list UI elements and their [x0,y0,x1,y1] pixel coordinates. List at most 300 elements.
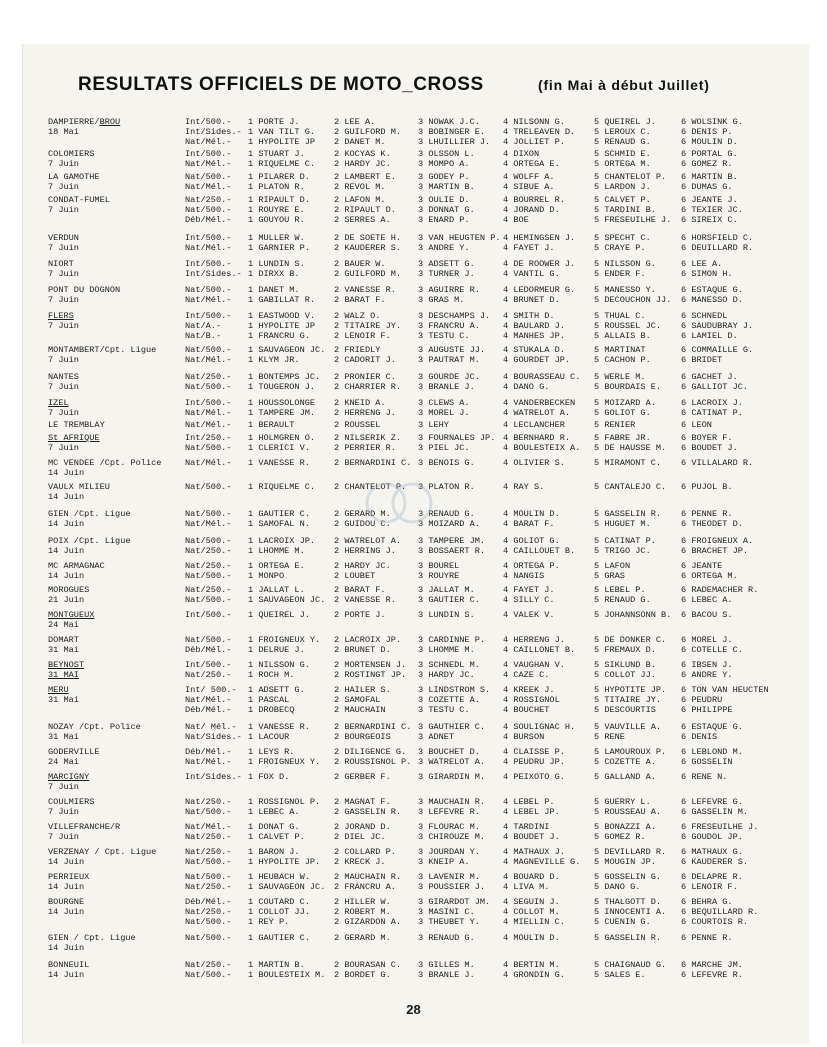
placing-4: 4 LEBEL P. [503,797,555,807]
placing-4: 4 ORTEGA P. [503,561,560,571]
event-venue [48,509,183,529]
placing-5: 5 HUGUET M. [594,519,651,530]
placing-2: 2 HARDY JC. [334,159,391,170]
venue-date: 7 Juin [48,355,79,366]
placing-4: 4 BOUDET J. [503,832,560,843]
placing-3: 3 MAUCHAIN R. [418,797,486,807]
placing-3: 3 JALLAT M. [418,585,475,595]
placing-4: 4 MOULIN D. [503,933,560,943]
placing-5: 5 DANO G. [594,882,641,893]
venue-name: NOZAY /Cpt. Police [48,722,141,732]
placing-1: 1 DELRUE J. [248,645,305,656]
event-venue [48,933,183,953]
venue-name: MONTAMBERT/Cpt. Ligue [48,345,157,355]
race-category: Nat/Mél.- [185,408,232,419]
race-category: Int/ 500.- [185,685,237,695]
placing-1: 1 FOX D. [248,772,290,782]
placing-2: 2 KRECK J. [334,857,386,868]
placing-5: 5 THALGOTT D. [594,897,662,907]
placing-5: 5 LARDON J. [594,182,651,193]
placing-2: 2 MAGNAT F. [334,797,391,807]
placing-4: 4 NANGIS [503,571,545,582]
placing-6: 6 WOLSINK G. [681,117,743,127]
placing-5: 5 COLLOT JJ. [594,670,656,681]
placing-4: 4 BAULARD J. [503,321,565,332]
placing-6: 6 TON VAN HEUCTEN [681,685,769,695]
placing-4: 4 LECLANCHER [503,420,565,430]
placing-2: 2 BERNARDINI C. [334,458,412,468]
placing-1: 1 LEBEC A. [248,807,300,818]
placing-3: 3 GAUTIER C. [418,595,480,606]
placing-4: 4 NILSONN G. [503,117,565,127]
placing-1: 1 PILARER D. [248,172,310,182]
placing-3: 3 JOURDAN Y. [418,847,480,857]
placing-3: 3 BOBINGER E. [418,127,486,138]
placing-6: 6 THEODET D. [681,519,743,530]
placing-4: 4 MIELLIN C. [503,917,565,928]
venue-date: 31 Mai [48,695,79,706]
placing-1: 1 BOULESTEIX M. [248,970,326,981]
placing-2: 2 LACROIX JP. [334,635,402,645]
placing-1: 1 MULLER W. [248,233,305,243]
placing-4: 4 BURSON [503,732,545,743]
placing-5: 5 SALES E. [594,970,646,981]
placing-5: 5 CACHON P. [594,355,651,366]
placing-3: 3 LUNDIN S. [418,610,475,620]
placing-3: 3 PAUTRAT M. [418,355,480,366]
event-venue [48,660,183,680]
race-category: Nat/Sides.- [185,732,242,743]
venue-date: 7 Juin [48,807,79,818]
placing-6: 6 LEBEC A. [681,595,733,606]
placing-4: 4 FAYET J. [503,243,555,254]
race-category: Nat/500.- [185,345,232,355]
venue-date: 24 Mai [48,620,79,631]
placing-2: 2 PORTE J. [334,610,386,620]
placing-6: 6 LEON [681,420,712,430]
race-category: Nat/250.- [185,195,232,205]
placing-5: 5 INNOCENTI A. [594,907,667,918]
race-category: Nat/250.- [185,670,232,681]
placing-4: 4 OLIVIER S. [503,458,565,468]
race-category: Déb/Mél.- [185,215,232,226]
placing-4: 4 BOE [503,215,529,226]
placing-5: 5 ROUSSEL JC. [594,321,662,332]
placing-6: 6 PORTAL G. [681,149,738,159]
placing-5: 5 VAUVILLE A. [594,722,662,732]
race-category: Nat/250.- [185,546,232,557]
placing-1: 1 CALVET P. [248,832,305,843]
placing-1: 1 FRANCRU G. [248,331,310,342]
race-category: Nat/Mél.- [185,420,232,430]
placing-3: 3 MOMPO A. [418,159,470,170]
event-venue [48,561,183,581]
placing-2: 2 LAMBERT E. [334,172,396,182]
placing-6: 6 SAUDUBRAY J. [681,321,754,332]
race-category: Nat/250.- [185,847,232,857]
placing-2: 2 MORTENSEN J. [334,660,407,670]
placing-1: 1 HYPOLITE JP. [248,857,321,868]
event-venue [48,420,183,430]
placing-2: 2 ROUSSEL [334,420,381,430]
placing-5: 5 MIRAMONT C. [594,458,662,468]
placing-5: 5 ROUSSEAU A. [594,807,662,818]
event-venue [48,685,183,705]
placing-1: 1 ORTEGA E. [248,561,305,571]
placing-5: 5 COZETTE A. [594,757,656,768]
placing-6: 6 DUMAS G. [681,182,733,193]
placing-5: 5 CHANTELOT P. [594,172,667,182]
placing-4: 4 BARAT F. [503,519,555,530]
placing-1: 1 HYPOLITE JP [248,137,316,148]
venue-name: GODERVILLE [48,747,100,757]
placing-6: 6 DELAPRE R. [681,872,743,882]
event-venue [48,285,183,305]
placing-2: 2 FRANCRU A. [334,882,396,893]
race-category: Int/500.- [185,149,232,159]
placing-2: 2 COLLARD P. [334,847,396,857]
venue-date: 7 Juin [48,408,79,419]
venue-name: VILLEFRANCHE/R [48,822,121,832]
placing-2: 2 KAUDERER S. [334,243,402,254]
race-category: Int/Sides.- [185,269,242,280]
venue-name: MERU [48,685,69,695]
placing-3: 3 MOIZARD A. [418,519,480,530]
placing-4: 4 BOUARD D. [503,872,560,882]
venue-date: 7 Juin [48,832,79,843]
placing-3: 3 TAMPERE JM. [418,536,486,546]
placing-3: 3 WATRELOT A. [418,757,486,768]
placing-3: 3 BENOIS G. [418,458,475,468]
placing-4: 4 CAILLOUET B. [503,546,576,557]
placing-4: 4 LEDORMEUR G. [503,285,576,295]
placing-6: 6 BEQUILLARD R. [681,907,759,918]
placing-4: 4 LIVA M. [503,882,550,893]
placing-4: 4 TRELEAVEN D. [503,127,576,138]
placing-6: 6 JEANTE J. [681,195,738,205]
placing-6: 6 MARTIN B. [681,172,738,182]
race-category: Nat/Mél.- [185,182,232,193]
placing-4: 4 BRUNET D. [503,295,560,306]
placing-5: 5 MOIZARD A. [594,398,656,408]
race-category: Nat/Mél.- [185,137,232,148]
placing-4: 4 GRONDIN G. [503,970,565,981]
placing-4: 4 VANTIL G. [503,269,560,280]
placing-4: 4 BERNHARD R. [503,433,571,443]
placing-2: 2 VANESSE R. [334,285,396,295]
venue-name: CONDAT-FUMEL [48,195,110,205]
placing-3: 3 KNEIP A. [418,857,470,868]
placing-2: 2 BARAT F. [334,295,386,306]
race-category: Nat/250.- [185,561,232,571]
venue-date: 7 Juin [48,182,79,193]
race-category: Nat/250.- [185,372,232,382]
race-category: Nat/500.- [185,595,232,606]
race-category: Nat/Mél.- [185,822,232,832]
placing-2: 2 VANESSE R. [334,595,396,606]
placing-2: 2 GUIDOU C. [334,519,391,530]
placing-1: 1 REY P. [248,917,290,928]
placing-4: 4 JOLLIET P. [503,137,565,148]
venue-name: DOMART [48,635,79,645]
race-category: Int/Sides.- [185,772,242,782]
placing-1: 1 KLYM JR. [248,355,300,366]
placing-2: 2 GERBER F. [334,772,391,782]
venue-name: COULMIERS [48,797,95,807]
placing-3: 3 MARTIN B. [418,182,475,193]
event-venue [48,872,183,892]
placing-3: 3 OLSSON L. [418,149,475,159]
race-category: Nat/500.- [185,509,232,519]
placing-6: 6 BACOU S. [681,610,733,620]
venue-date: 14 Juin [48,492,85,503]
event-venue [48,259,183,279]
venue-date: 14 Juin [48,519,85,530]
placing-5: 5 WERLE M. [594,372,646,382]
placing-6: 6 KAUDERER S. [681,857,749,868]
placing-3: 3 CARDINNE P. [418,635,486,645]
placing-3: 3 POUSSIER J. [418,882,486,893]
venue-name: FLERS [48,311,74,321]
placing-2: 2 HERRENG J. [334,408,396,419]
race-category: Int/500.- [185,610,232,620]
venue-name: MONTGUEUX [48,610,95,620]
placing-5: 5 RENAUD G. [594,595,651,606]
race-category: Nat/B.- [185,331,222,342]
placing-6: 6 FRESEUILHE J. [681,822,759,832]
event-venue [48,772,183,792]
placing-2: 2 HAILER S. [334,685,391,695]
race-category: Nat/A.- [185,321,222,332]
placing-2: 2 REVOL M. [334,182,386,193]
venue-date: 7 Juin [48,321,79,332]
placing-2: 2 LOUBET [334,571,376,582]
race-category: Nat/500.- [185,443,232,454]
race-category: Nat/500.- [185,285,232,295]
placing-5: 5 DE DONKER C. [594,635,667,645]
race-category: Int/500.- [185,398,232,408]
placing-1: 1 FROIGNEUX Y. [248,635,321,645]
placing-3: 3 TESTU C. [418,705,470,716]
placing-3: 3 GIRARDOT JM. [418,897,491,907]
placing-2: 2 RIPAULT D. [334,205,396,216]
placing-3: 3 DONNAT G. [418,205,475,216]
placing-1: 1 HOUSSOLONGE [248,398,316,408]
page-title: RESULTATS OFFICIELS DE MOTO_CROSS [78,74,484,95]
placing-3: 3 ANDRE Y. [418,243,470,254]
placing-6: 6 DENIS P. [681,127,733,138]
placing-3: 3 GIRARDIN M. [418,772,486,782]
race-category: Nat/500.- [185,857,232,868]
venue-name: VAULX MILIEU [48,482,110,492]
placing-4: 4 DANO G. [503,382,550,393]
placing-4: 4 CAILLONET B. [503,645,576,656]
venue-name: PONT DU DOGNON [48,285,121,295]
placing-5: 5 ALLAIS B. [594,331,651,342]
placing-1: 1 RIQUELME C. [248,482,316,492]
placing-5: 5 LEROUX C. [594,127,651,138]
placing-4: 4 VAUGHAN V. [503,660,565,670]
placing-5: 5 RENE [594,732,625,743]
placing-1: 1 PASCAL [248,695,290,706]
placing-3: 3 FRANCRU A. [418,321,480,332]
venue-date: 14 Juin [48,970,85,981]
placing-6: 6 MATHAUX G. [681,847,743,857]
placing-5: 5 LAFON [594,561,631,571]
placing-6: 6 COURTOIS R. [681,917,749,928]
venue-date: 24 Mai [48,757,79,768]
race-category: Déb/Mél.- [185,645,232,656]
placing-6: 6 BOUDET J. [681,443,738,454]
placing-4: 4 FAYET J. [503,585,555,595]
placing-1: 1 LACOUR [248,732,290,743]
placing-1: 1 RIQUELME C. [248,159,316,170]
placing-1: 1 STUART J. [248,149,305,159]
placing-2: 2 BRUNET D. [334,645,391,656]
venue-name: IZEL [48,398,69,408]
race-category: Int/500.- [185,660,232,670]
race-category: Nat/500.- [185,917,232,928]
placing-6: 6 RENE N. [681,772,728,782]
event-venue [48,536,183,556]
placing-2: 2 ROSTINGT JP. [334,670,407,681]
placing-3: 3 GRAS M. [418,295,465,306]
event-venue [48,797,183,817]
venue-name: VERZENAY / Cpt. Ligue [48,847,157,857]
event-venue [48,433,183,453]
venue-name: GIEN /Cpt. Ligue [48,509,131,519]
placing-6: 6 PUJOL B. [681,482,733,492]
placing-3: 3 NOWAK J.C. [418,117,480,127]
venue-name: DAMPIERRE/BROU [48,117,121,127]
placing-5: 5 GASSELIN R. [594,509,662,519]
placing-4: 4 SIBUE A. [503,182,555,193]
placing-1: 1 HEUBACH W. [248,872,310,882]
placing-4: 4 WATRELOT A. [503,408,571,419]
placing-4: 4 SOULIGNAC H. [503,722,576,732]
placing-4: 4 WOLFF A. [503,172,555,182]
placing-1: 1 COLLOT JJ. [248,907,310,918]
event-venue [48,747,183,767]
placing-6: 6 JEANTE [681,561,723,571]
placing-6: 6 MOREL J. [681,635,733,645]
placing-3: 3 TURNER J. [418,269,475,280]
placing-2: 2 JORAND D. [334,822,391,832]
placing-3: 3 AGUIRRE R. [418,285,480,295]
placing-1: 1 DROBECQ [248,705,295,716]
placing-2: 2 CADORIT J. [334,355,396,366]
placing-6: 6 GOMEZ R. [681,159,733,170]
placing-2: 2 KOCYAS K. [334,149,391,159]
venue-name: LE TREMBLAY [48,420,105,430]
placing-6: 6 RADEMACHER R. [681,585,759,595]
placing-1: 1 VANESSE R. [248,458,310,468]
venue-name: St AFRIQUE [48,433,100,443]
placing-1: 1 LUNDIN S. [248,259,305,269]
placing-4: 4 BOURASSEAU C. [503,372,581,382]
placing-5: 5 CUENIN G. [594,917,651,928]
event-venue [48,195,183,215]
placing-5: 5 MARTINAT [594,345,646,355]
placing-5: 5 SPECHT C. [594,233,651,243]
race-category: Nat/500.- [185,571,232,582]
placing-4: 4 VALEK V. [503,610,555,620]
venue-date: 7 Juin [48,782,79,793]
race-category: Nat/Mél.- [185,519,232,530]
placing-6: 6 DEUILLARD R. [681,243,754,254]
event-venue [48,610,183,630]
placing-2: 2 GERARD M. [334,509,391,519]
placing-6: 6 DENIS [681,732,718,743]
placing-2: 2 MAUCHAIN R. [334,872,402,882]
race-category: Nat/500.- [185,933,232,943]
event-venue [48,458,183,478]
placing-2: 2 GASSELIN R. [334,807,402,818]
race-category: Nat/250.- [185,797,232,807]
placing-6: 6 COTELLE C. [681,645,743,656]
race-category: Nat/Mél.- [185,355,232,366]
placing-1: 1 VAN TILT G. [248,127,316,138]
placing-5: 5 BONAZZI A. [594,822,656,832]
race-category: Nat/250.- [185,585,232,595]
placing-6: 6 BEHRA G. [681,897,733,907]
placing-5: 5 GUERRY L. [594,797,651,807]
race-category: Nat/Mél.- [185,295,232,306]
race-category: Int/500.- [185,259,232,269]
placing-1: 1 GAUTIER C. [248,933,310,943]
placing-4: 4 MOULIN D. [503,509,560,519]
placing-6: 6 ESTAQUE G. [681,285,743,295]
placing-1: 1 TOUGERON J. [248,382,316,393]
placing-6: 6 GALLIOT JC. [681,382,749,393]
event-venue [48,311,183,331]
race-category: Nat/Mél.- [185,757,232,768]
placing-6: 6 LEBLOND M. [681,747,743,757]
placing-2: 2 GUILFORD M. [334,127,402,138]
race-category: Nat/500.- [185,635,232,645]
placing-2: 2 LENOIR F. [334,331,391,342]
placing-3: 3 BOUCHET D. [418,747,480,757]
placing-3: 3 TESTU C. [418,331,470,342]
venue-date: 18 Mai [48,127,79,138]
placing-6: 6 PHILIPPE [681,705,733,716]
placing-5: 5 CRAYE P. [594,243,646,254]
placing-4: 4 MANHES JP. [503,331,565,342]
venue-name: BEYNOST [48,660,85,670]
placing-1: 1 BONTEMPS JC. [248,372,321,382]
placing-5: 5 LEBEL P. [594,585,646,595]
race-category: Int/500.- [185,117,232,127]
race-category: Nat/250.- [185,960,232,970]
placing-3: 3 PLATON R. [418,482,475,492]
venue-date: 7 Juin [48,159,79,170]
placing-3: 3 CHIROUZE M. [418,832,486,843]
placing-2: 2 BOURASAN C. [334,960,402,970]
placing-6: 6 FROIGNEUX A. [681,536,754,546]
event-venue [48,372,183,392]
placing-3: 3 GAUTHIER C. [418,722,486,732]
race-category: Nat/500.- [185,970,232,981]
placing-2: 2 GIZARDON A. [334,917,402,928]
placing-2: 2 LAFON M. [334,195,386,205]
placing-5: 5 SIKLUND B. [594,660,656,670]
placing-2: 2 ROUSSIGNOL P. [334,757,412,768]
race-category: Nat/Mél.- [185,695,232,706]
venue-date: 7 Juin [48,243,79,254]
placing-6: 6 PENNE R. [681,509,733,519]
placing-3: 3 ROUYRE [418,571,460,582]
placing-4: 4 ORTEGA E. [503,159,560,170]
